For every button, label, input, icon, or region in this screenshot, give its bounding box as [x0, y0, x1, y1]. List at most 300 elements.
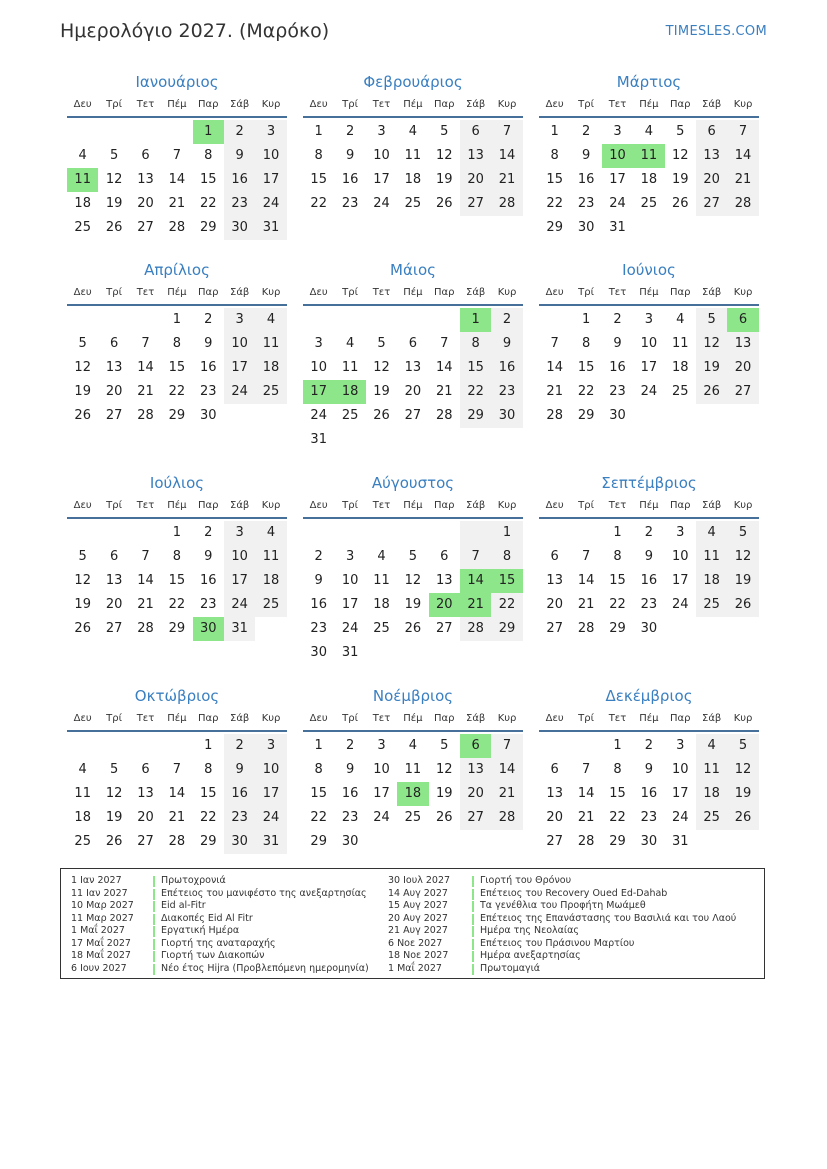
day-cell-holiday: 20	[429, 593, 460, 617]
day-cell: 19	[74, 597, 91, 612]
day-cell: 8	[550, 148, 559, 163]
holiday-date: 1 Μαΐ 2027	[388, 962, 442, 974]
day-cell: 19	[435, 786, 453, 801]
day-cell: 30	[341, 834, 359, 849]
day-cell: 16	[224, 168, 255, 192]
weekday-label: Κυρ	[261, 287, 281, 298]
day-cell: 14	[577, 573, 595, 588]
day-cell: 21	[727, 168, 758, 192]
day-cell: 2	[644, 738, 653, 753]
weekday-label: Τρί	[106, 713, 122, 724]
day-cell: 12	[105, 786, 123, 801]
weekday-label: Δευ	[73, 500, 92, 511]
holiday-marker	[472, 951, 474, 962]
day-cell: 22	[199, 196, 217, 211]
day-cell-empty	[161, 120, 192, 144]
day-cell: 28	[435, 408, 453, 423]
day-cell-empty	[161, 734, 192, 758]
day-cell: 20	[105, 597, 123, 612]
day-cell: 17	[373, 172, 390, 187]
day-cell: 2	[204, 312, 213, 327]
day-cell: 1	[172, 312, 181, 327]
day-cell: 17	[224, 569, 255, 593]
legend-row	[388, 925, 758, 938]
day-cell: 31	[255, 830, 286, 854]
weekday-label: Κυρ	[733, 287, 753, 298]
day-cell: 30	[199, 408, 217, 423]
day-cell: 27	[696, 192, 727, 216]
day-cell: 28	[137, 621, 154, 636]
weekday-label: Κυρ	[497, 287, 517, 298]
weekday-label: Δευ	[73, 99, 92, 110]
day-cell: 29	[168, 621, 186, 636]
day-cell: 17	[609, 172, 626, 187]
holiday-name: Επέτειος του Recovery Oued Ed-Dahab	[480, 887, 668, 899]
day-cell: 8	[460, 332, 491, 356]
day-cell: 9	[224, 758, 255, 782]
day-cell: 2	[224, 120, 255, 144]
holiday-name: Επέτειος του μανιφέστο της ανεξαρτησίας	[161, 887, 367, 899]
day-cell: 18	[74, 196, 91, 211]
day-cell: 10	[373, 762, 390, 777]
holiday-marker	[153, 914, 155, 925]
day-cell-empty	[460, 521, 491, 545]
day-cell-empty	[366, 521, 397, 545]
day-cell: 16	[577, 172, 595, 187]
holiday-date: 6 Ιουν 2027	[71, 962, 127, 974]
day-cell: 24	[671, 810, 689, 825]
weekday-label: Πέμ	[639, 287, 659, 298]
day-cell: 26	[404, 621, 422, 636]
day-cell: 16	[199, 360, 217, 375]
day-cell: 29	[199, 834, 217, 849]
day-cell: 16	[341, 786, 359, 801]
day-cell-empty	[130, 120, 161, 144]
day-cell-holiday: 11	[633, 144, 664, 168]
weekday-label: Πέμ	[167, 500, 187, 511]
weekday-label: Παρ	[670, 287, 691, 298]
day-cell-holiday: 17	[303, 380, 334, 404]
weekday-label: Παρ	[198, 713, 219, 724]
day-cell: 23	[199, 384, 217, 399]
day-cell: 6	[550, 549, 559, 564]
day-cell: 29	[310, 834, 327, 849]
day-cell: 2	[644, 525, 653, 540]
month-name: Μάρτιος	[616, 73, 682, 91]
day-cell: 15	[168, 360, 186, 375]
day-cell: 2	[224, 734, 255, 758]
day-cell: 12	[727, 545, 758, 569]
day-cell: 27	[137, 220, 154, 235]
day-cell: 5	[78, 549, 87, 564]
weekday-label: Δευ	[309, 500, 328, 511]
day-cell: 22	[609, 810, 626, 825]
day-cell: 11	[74, 786, 91, 801]
weekday-label: Τετ	[608, 500, 627, 511]
day-cell: 31	[671, 834, 689, 849]
day-cell-empty	[130, 521, 161, 545]
day-cell: 6	[408, 336, 417, 351]
holiday-marker	[472, 901, 474, 912]
holiday-name: Γιορτή της αναταραχής	[161, 937, 276, 949]
day-cell: 14	[168, 786, 186, 801]
day-cell: 13	[404, 360, 422, 375]
weekday-label: Τρί	[578, 287, 594, 298]
holiday-date: 1 Ιαν 2027	[71, 875, 122, 886]
day-grid	[303, 120, 523, 216]
day-cell: 13	[137, 786, 154, 801]
day-cell: 22	[609, 597, 626, 612]
day-cell: 18	[640, 172, 658, 187]
day-cell: 5	[109, 148, 119, 163]
day-cell-empty	[570, 734, 601, 758]
month-calendar	[67, 471, 287, 641]
day-cell-holiday: 18	[397, 782, 428, 806]
day-cell-empty	[366, 308, 397, 332]
weekday-label: Τρί	[106, 500, 122, 511]
day-cell: 18	[696, 569, 727, 593]
month-name: Νοέμβριος	[372, 687, 454, 705]
holiday-marker	[472, 964, 474, 975]
day-cell: 15	[577, 360, 595, 375]
weekday-label: Σάβ	[230, 500, 250, 511]
day-cell: 13	[460, 758, 491, 782]
day-cell: 20	[137, 810, 154, 825]
holiday-name: Πρωτοχρονιά	[161, 875, 226, 886]
month-calendar	[539, 70, 759, 240]
weekday-header	[539, 495, 759, 519]
month-calendar	[67, 70, 287, 240]
day-cell: 8	[172, 549, 181, 564]
day-cell: 14	[137, 360, 154, 375]
day-cell: 7	[440, 336, 449, 351]
day-cell: 4	[408, 738, 417, 753]
day-cell: 23	[491, 380, 522, 404]
day-cell: 22	[168, 384, 186, 399]
day-cell: 15	[609, 573, 626, 588]
legend-row	[71, 950, 381, 963]
day-cell: 29	[609, 834, 626, 849]
day-cell: 24	[341, 621, 359, 636]
weekday-label: Τρί	[578, 713, 594, 724]
day-cell: 17	[341, 597, 359, 612]
legend-row	[388, 950, 758, 963]
weekday-label: Πέμ	[403, 713, 423, 724]
day-cell: 16	[640, 573, 658, 588]
month-name: Ιούνιος	[622, 261, 676, 279]
day-cell: 19	[727, 569, 758, 593]
day-cell: 23	[341, 810, 359, 825]
day-grid	[67, 521, 287, 641]
weekday-label: Σάβ	[702, 287, 722, 298]
day-cell: 1	[314, 124, 323, 139]
day-cell: 10	[224, 545, 255, 569]
day-cell: 9	[314, 573, 323, 588]
day-cell: 23	[577, 196, 595, 211]
day-cell-empty	[67, 120, 98, 144]
day-cell: 11	[696, 545, 727, 569]
day-cell: 2	[613, 312, 622, 327]
day-cell: 17	[255, 782, 286, 806]
day-cell: 28	[577, 621, 595, 636]
day-cell: 20	[460, 782, 491, 806]
day-cell: 9	[581, 148, 591, 163]
weekday-label: Τετ	[608, 99, 627, 110]
month-calendar	[67, 258, 287, 428]
day-cell: 18	[74, 810, 91, 825]
day-cell: 3	[644, 312, 653, 327]
day-cell: 1	[314, 738, 323, 753]
day-cell: 3	[345, 549, 355, 564]
day-cell: 14	[546, 360, 563, 375]
holiday-date: 10 Μαρ 2027	[71, 900, 134, 911]
day-grid	[67, 308, 287, 428]
day-cell: 16	[341, 172, 359, 187]
day-cell: 29	[168, 408, 186, 423]
day-cell: 9	[345, 148, 355, 163]
day-cell: 30	[609, 408, 626, 423]
day-cell: 28	[168, 834, 186, 849]
holiday-marker	[153, 889, 155, 900]
weekday-header	[67, 94, 287, 118]
day-cell: 14	[168, 172, 186, 187]
day-cell: 24	[224, 593, 255, 617]
day-cell: 2	[204, 525, 213, 540]
day-cell: 29	[199, 220, 217, 235]
legend-row	[71, 925, 381, 938]
day-cell: 25	[74, 834, 91, 849]
weekday-label: Πέμ	[639, 713, 659, 724]
day-cell: 26	[105, 220, 123, 235]
weekday-label: Δευ	[73, 713, 92, 724]
day-cell: 5	[727, 734, 758, 758]
day-cell: 19	[105, 196, 123, 211]
weekday-label: Τρί	[578, 500, 594, 511]
day-cell: 30	[310, 645, 327, 660]
day-cell: 25	[255, 380, 286, 404]
day-cell: 22	[491, 593, 522, 617]
weekday-label: Παρ	[434, 99, 455, 110]
month-name: Ιούλιος	[149, 474, 205, 492]
weekday-label: Δευ	[545, 99, 564, 110]
holiday-marker	[153, 876, 155, 887]
day-cell: 6	[460, 120, 491, 144]
day-cell-empty	[130, 308, 161, 332]
day-cell: 17	[671, 786, 689, 801]
holiday-name: Επέτειος του Πράσινου Μαρτίου	[480, 937, 635, 949]
day-cell: 22	[199, 810, 217, 825]
day-cell-empty	[334, 521, 365, 545]
day-cell: 7	[491, 734, 522, 758]
day-cell: 29	[460, 404, 491, 428]
day-cell: 5	[109, 762, 119, 777]
day-cell: 7	[141, 549, 150, 564]
day-cell-holiday: 1	[460, 308, 491, 332]
legend-row	[71, 938, 381, 951]
day-cell: 9	[644, 549, 653, 564]
month-calendar	[303, 684, 523, 854]
day-cell: 23	[224, 806, 255, 830]
day-cell: 26	[727, 806, 758, 830]
day-cell: 28	[491, 806, 522, 830]
weekday-label: Τετ	[372, 287, 391, 298]
holiday-marker	[472, 876, 474, 887]
weekday-label: Σάβ	[702, 99, 722, 110]
day-cell: 26	[105, 834, 123, 849]
day-cell-empty	[397, 521, 428, 545]
day-cell-empty	[303, 521, 334, 545]
weekday-header	[303, 282, 523, 306]
holiday-name: Γιορτή των Διακοπών	[161, 950, 265, 961]
day-cell: 7	[581, 549, 591, 564]
day-cell: 9	[204, 336, 213, 351]
holiday-date: 11 Ιαν 2027	[71, 887, 128, 899]
day-grid	[67, 734, 287, 854]
day-cell: 27	[546, 621, 563, 636]
day-cell-empty	[303, 308, 334, 332]
weekday-header	[67, 708, 287, 732]
day-cell: 15	[310, 786, 327, 801]
day-grid	[303, 308, 523, 452]
day-cell: 26	[373, 408, 390, 423]
holiday-name: Τα γενέθλια του Προφήτη Μωάμεθ	[480, 900, 646, 911]
holiday-marker	[472, 926, 474, 937]
holiday-date: 15 Αυγ 2027	[388, 900, 448, 911]
day-cell: 15	[199, 786, 217, 801]
day-cell: 5	[78, 336, 87, 351]
weekday-label: Παρ	[434, 287, 455, 298]
day-cell: 19	[435, 172, 453, 187]
day-cell: 31	[341, 645, 359, 660]
weekday-label: Πέμ	[403, 287, 423, 298]
day-cell: 30	[224, 216, 255, 240]
day-cell: 23	[640, 810, 658, 825]
day-cell: 24	[609, 196, 626, 211]
day-cell: 1	[613, 525, 622, 540]
day-cell: 16	[310, 597, 327, 612]
holiday-marker	[472, 914, 474, 925]
day-cell: 26	[74, 621, 91, 636]
day-cell: 8	[314, 148, 323, 163]
day-grid	[303, 521, 523, 665]
day-cell: 11	[671, 336, 689, 351]
holiday-date: 11 Μαρ 2027	[71, 912, 134, 924]
day-cell: 3	[224, 521, 255, 545]
holiday-name: Ημέρα ανεξαρτησίας	[480, 950, 581, 961]
day-cell: 19	[696, 356, 727, 380]
day-cell: 3	[676, 738, 685, 753]
day-cell: 9	[613, 336, 622, 351]
weekday-label: Κυρ	[261, 713, 281, 724]
day-cell: 5	[676, 124, 685, 139]
day-cell: 3	[377, 124, 386, 139]
day-cell-empty	[334, 308, 365, 332]
weekday-label: Κυρ	[733, 500, 753, 511]
holiday-marker	[153, 964, 155, 975]
weekday-label: Κυρ	[497, 99, 517, 110]
weekday-label: Σάβ	[702, 500, 722, 511]
day-cell: 15	[546, 172, 563, 187]
month-calendar	[303, 471, 523, 665]
day-cell: 28	[577, 834, 595, 849]
day-cell: 22	[546, 196, 563, 211]
weekday-label: Τετ	[136, 713, 155, 724]
day-grid	[539, 734, 759, 854]
day-cell: 28	[491, 192, 522, 216]
weekday-label: Κυρ	[497, 713, 517, 724]
day-cell: 13	[435, 573, 453, 588]
day-cell-holiday: 21	[460, 593, 491, 617]
weekday-label: Τρί	[342, 99, 358, 110]
day-cell: 4	[377, 549, 386, 564]
day-cell: 2	[345, 124, 355, 139]
day-cell: 24	[224, 380, 255, 404]
day-cell: 28	[727, 192, 758, 216]
legend-row	[71, 963, 381, 976]
day-cell: 21	[435, 384, 453, 399]
holiday-marker	[153, 926, 155, 937]
day-cell-holiday: 1	[193, 120, 224, 144]
holiday-date: 14 Αυγ 2027	[388, 887, 448, 899]
weekday-label: Σάβ	[466, 287, 486, 298]
day-cell: 8	[172, 336, 181, 351]
day-cell: 23	[310, 621, 327, 636]
weekday-label: Σάβ	[466, 99, 486, 110]
day-cell: 8	[613, 549, 622, 564]
weekday-label: Δευ	[309, 99, 328, 110]
day-cell: 29	[609, 621, 626, 636]
day-cell: 9	[204, 549, 213, 564]
legend-column-right	[388, 875, 758, 975]
weekday-label: Τετ	[608, 713, 627, 724]
day-cell: 3	[314, 336, 323, 351]
day-cell: 27	[435, 621, 453, 636]
holiday-date: 17 Μαΐ 2027	[71, 937, 131, 949]
month-calendar	[67, 684, 287, 854]
day-cell: 12	[373, 360, 390, 375]
day-cell-empty	[98, 120, 129, 144]
weekday-label: Πέμ	[639, 500, 659, 511]
day-cell: 17	[640, 360, 658, 375]
weekday-label: Κυρ	[733, 99, 753, 110]
day-cell: 18	[373, 597, 390, 612]
weekday-label: Τρί	[342, 713, 358, 724]
brand-link[interactable]: TIMESLES.COM	[665, 24, 767, 39]
day-cell: 3	[224, 308, 255, 332]
day-cell: 12	[74, 573, 91, 588]
day-cell: 25	[255, 593, 286, 617]
day-cell: 24	[373, 810, 390, 825]
day-cell: 23	[341, 196, 359, 211]
day-cell: 21	[168, 810, 186, 825]
day-cell: 14	[137, 573, 154, 588]
weekday-label: Δευ	[545, 287, 564, 298]
day-cell: 31	[609, 220, 626, 235]
weekday-label: Πέμ	[403, 500, 423, 511]
day-cell-empty	[67, 734, 98, 758]
weekday-header	[539, 282, 759, 306]
day-cell: 12	[74, 360, 91, 375]
day-cell: 28	[168, 220, 186, 235]
day-cell: 8	[204, 148, 213, 163]
day-cell: 3	[255, 120, 286, 144]
day-cell: 6	[109, 336, 119, 351]
day-cell: 31	[310, 432, 327, 447]
day-cell: 1	[550, 124, 559, 139]
day-cell: 19	[74, 384, 91, 399]
weekday-label: Παρ	[434, 713, 455, 724]
day-cell-empty	[130, 734, 161, 758]
